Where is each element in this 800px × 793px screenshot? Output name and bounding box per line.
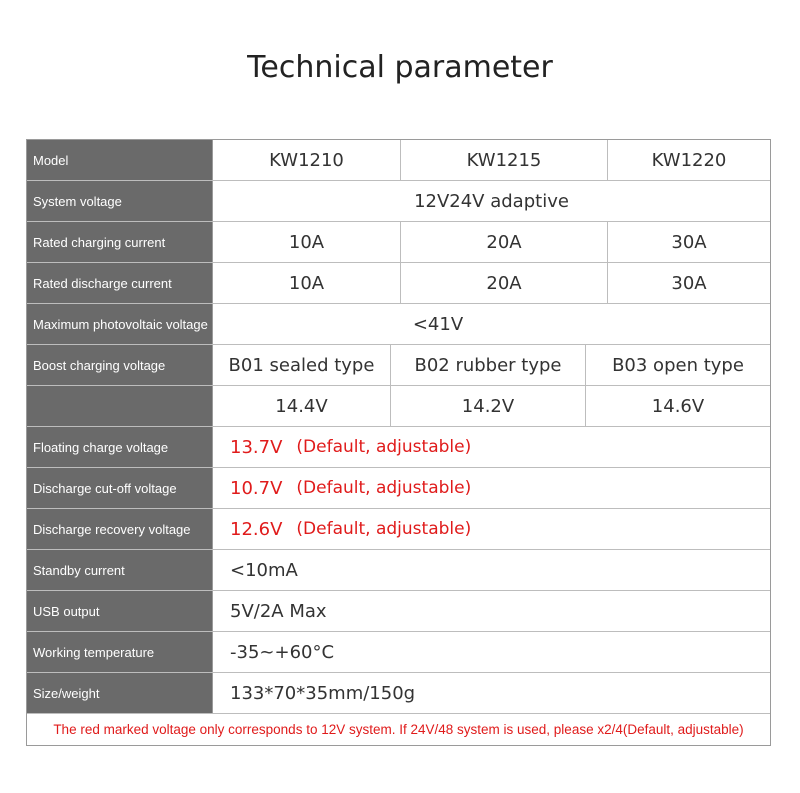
footnote-row (27, 714, 770, 745)
row-label: Boost charging voltage (27, 345, 213, 385)
row-label: Floating charge voltage (27, 427, 213, 467)
cell: 133*70*35mm/150g (230, 682, 416, 704)
table-row (27, 263, 770, 304)
cell: 14.2V (390, 386, 585, 426)
red-value: 13.7V (230, 436, 283, 458)
cell: 14.6V (585, 386, 770, 426)
cell: <10mA (230, 559, 298, 581)
row-label: USB output (27, 591, 213, 631)
cell: 20A (400, 263, 607, 303)
cell: B03 open type (585, 345, 770, 385)
cell: <41V (412, 313, 464, 335)
row-label: Model (27, 140, 213, 180)
row-label: Discharge recovery voltage (27, 509, 213, 549)
footnote: The red marked voltage only corresponds to 12V system. If 24V/48 system is used, please x2/4(Default, adjustable) (53, 722, 744, 737)
cell: KW1210 (269, 149, 344, 171)
row-label: Standby current (27, 550, 213, 590)
red-note: (Default, adjustable) (296, 437, 472, 457)
table-row (27, 468, 770, 509)
cell: 5V/2A Max (230, 600, 327, 622)
cell: 10A (288, 231, 325, 253)
parameter-table (26, 139, 771, 746)
table-row (27, 673, 770, 714)
cell: 10A (288, 272, 325, 294)
cell (213, 468, 770, 508)
cell: KW1220 (607, 140, 770, 180)
red-value: 10.7V (230, 477, 283, 499)
cell: 30A (607, 263, 770, 303)
row-label: Discharge cut-off voltage (27, 468, 213, 508)
red-note: (Default, adjustable) (296, 478, 472, 498)
table-row (27, 509, 770, 550)
table-row (27, 181, 770, 222)
table-row (27, 591, 770, 632)
cell (213, 509, 770, 549)
cell: 12V24V adaptive (414, 190, 569, 212)
row-label: Working temperature (27, 632, 213, 672)
page-title: Technical parameter (247, 50, 553, 85)
row-label: Rated discharge current (27, 263, 213, 303)
cell: -35~+60°C (230, 641, 335, 663)
cell: 20A (400, 222, 607, 262)
table-row (27, 304, 770, 345)
table-row (27, 222, 770, 263)
cell: B02 rubber type (390, 345, 585, 385)
cell: KW1215 (400, 140, 607, 180)
table-row (27, 386, 770, 427)
row-label: Maximum photovoltaic voltage (27, 304, 213, 344)
cell: 30A (607, 222, 770, 262)
row-label-empty (27, 386, 213, 426)
cell: B01 sealed type (228, 354, 375, 376)
table-row (27, 632, 770, 673)
red-note: (Default, adjustable) (296, 519, 472, 539)
cell: 14.4V (275, 395, 328, 417)
red-value: 12.6V (230, 518, 283, 540)
table-row (27, 345, 770, 386)
row-label: System voltage (27, 181, 213, 221)
row-label: Rated charging current (27, 222, 213, 262)
table-row (27, 550, 770, 591)
table-row (27, 427, 770, 468)
row-label: Size/weight (27, 673, 213, 713)
cell (213, 427, 770, 467)
table-row (27, 140, 770, 181)
